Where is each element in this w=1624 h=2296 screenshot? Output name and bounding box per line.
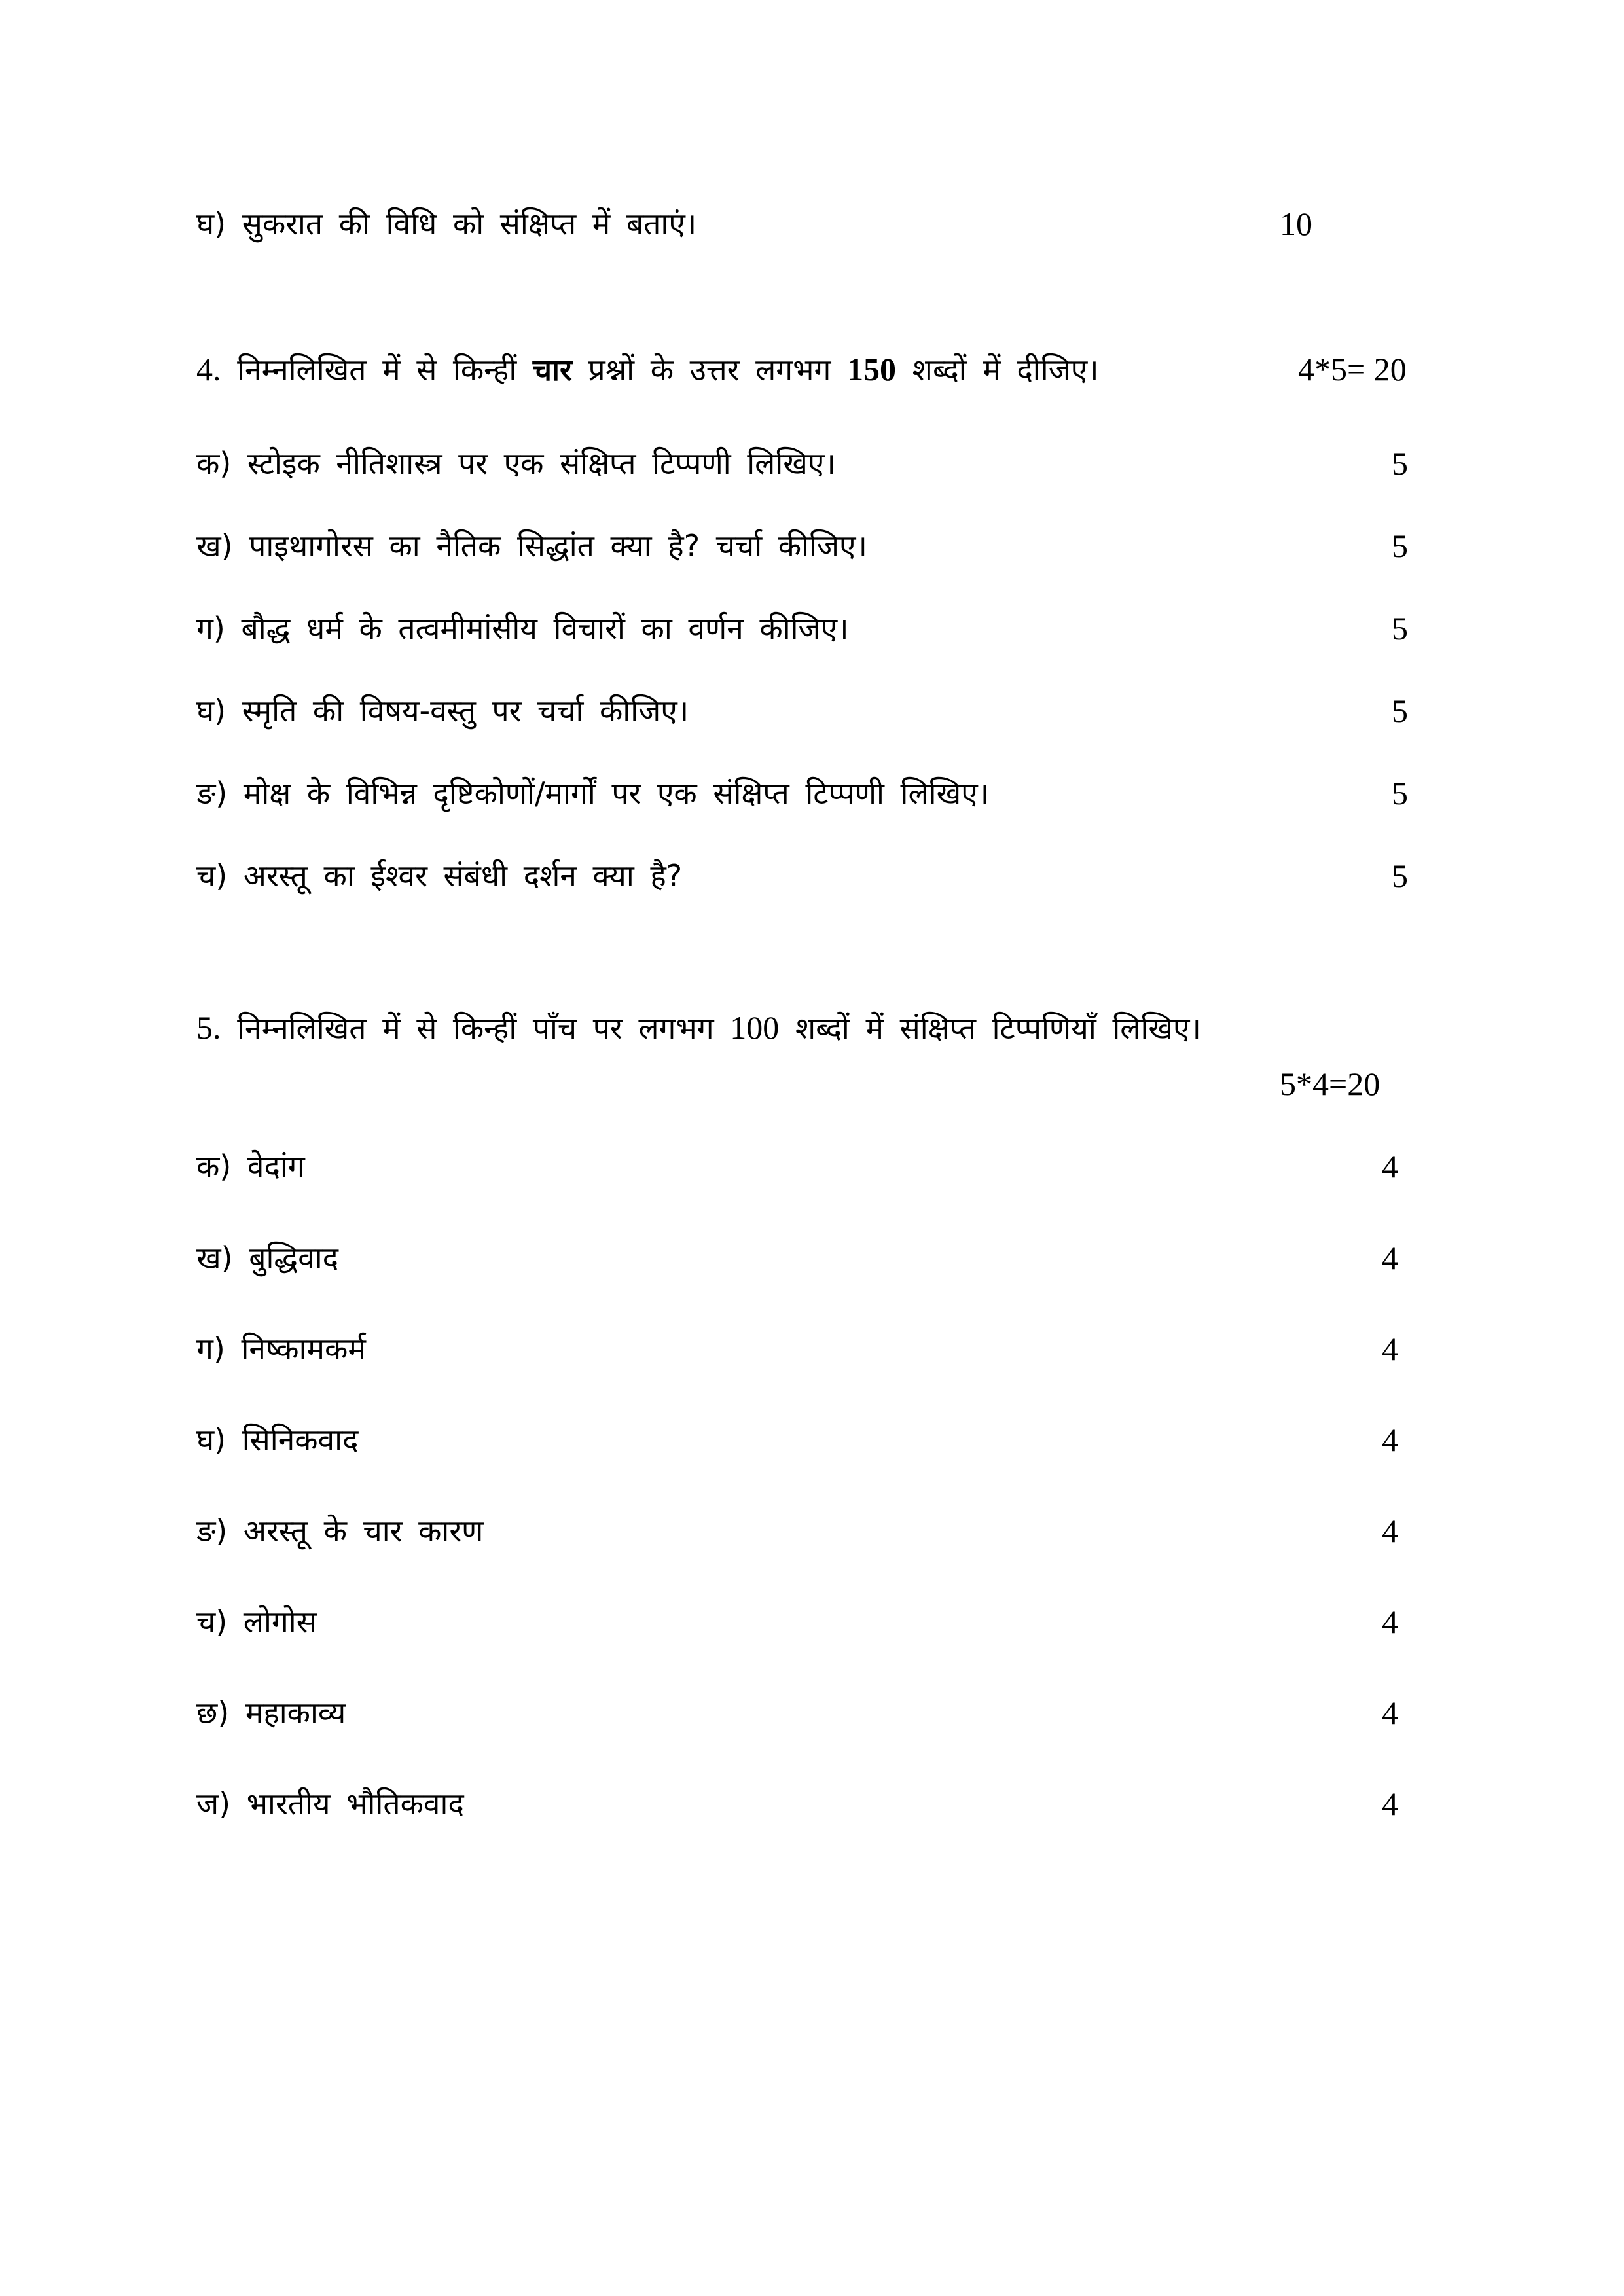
item-label: ग) bbox=[196, 1331, 225, 1367]
instruction-text: शब्दों में दीजिए। bbox=[912, 352, 1099, 387]
item-marks: 4 bbox=[1382, 1331, 1398, 1367]
item-label: घ) bbox=[196, 1422, 226, 1458]
question-4-item bbox=[196, 691, 689, 730]
instruction-text: शब्दों में संक्षिप्त टिप्पणियाँ लिखिए। bbox=[795, 1011, 1201, 1046]
question-5-item bbox=[196, 1693, 346, 1732]
item-marks: 4 bbox=[1382, 1240, 1398, 1276]
question-5-item bbox=[196, 1147, 305, 1186]
item-text: पाइथागोरस का नैतिक सिद्धांत क्या है? चर्चा कीजिए। bbox=[249, 528, 867, 564]
question-4-instruction bbox=[196, 350, 1099, 389]
item-text: बुद्धिवाद bbox=[249, 1240, 339, 1276]
question-5-item bbox=[196, 1784, 464, 1823]
item-marks: 5 bbox=[1392, 445, 1408, 482]
instruction-text: प्रश्नों के उत्तर लगभग bbox=[588, 352, 831, 387]
item-text: वेदांग bbox=[247, 1149, 305, 1184]
question-4-item bbox=[196, 526, 867, 565]
item-marks: 4 bbox=[1382, 1785, 1398, 1822]
item-label: च) bbox=[196, 1604, 228, 1640]
item-text: निष्कामकर्म bbox=[241, 1331, 366, 1367]
item-label: घ) bbox=[196, 693, 226, 728]
item-label: घ) bbox=[196, 206, 226, 242]
item-label: ख) bbox=[196, 1240, 233, 1276]
item-marks: 5 bbox=[1392, 857, 1408, 894]
item-text: महाकाव्य bbox=[245, 1695, 346, 1731]
question-3-item-gha bbox=[196, 204, 696, 243]
item-marks: 4 bbox=[1382, 1695, 1398, 1731]
item-label: ग) bbox=[196, 611, 225, 646]
item-marks: 5 bbox=[1392, 528, 1408, 564]
item-label: च) bbox=[196, 858, 228, 893]
item-marks: 5 bbox=[1392, 610, 1408, 647]
item-text: भारतीय भौतिकवाद bbox=[246, 1786, 464, 1821]
question-5-item bbox=[196, 1602, 317, 1641]
item-marks: 4 bbox=[1382, 1513, 1398, 1549]
item-text: स्टोइक नीतिशास्त्र पर एक संक्षिप्त टिप्पणी लिखिए। bbox=[247, 446, 836, 481]
question-5-item bbox=[196, 1511, 483, 1551]
question-5-item bbox=[196, 1238, 338, 1278]
question-4-total-marks: 4*5= 20 bbox=[1298, 351, 1407, 387]
item-label: ङ) bbox=[196, 1513, 228, 1549]
item-label: ख) bbox=[196, 528, 233, 564]
item-marks: 4 bbox=[1382, 1422, 1398, 1458]
item-text: सिनिकवाद bbox=[242, 1422, 359, 1458]
item-label: छ) bbox=[196, 1695, 230, 1731]
question-5-item bbox=[196, 1329, 366, 1369]
question-5-total-marks: 5*4=20 bbox=[1280, 1066, 1380, 1102]
word-count: 150 bbox=[847, 351, 897, 387]
item-text: लोगोस bbox=[243, 1604, 317, 1640]
question-4-item bbox=[196, 856, 682, 895]
question-4-item bbox=[196, 609, 849, 648]
item-label: क) bbox=[196, 1149, 232, 1184]
item-marks: 5 bbox=[1392, 692, 1408, 729]
question-5-instruction bbox=[196, 1008, 1201, 1048]
item-marks: 4 bbox=[1382, 1604, 1398, 1640]
item-label: ङ) bbox=[196, 776, 228, 811]
instruction-emphasis: चार bbox=[532, 352, 572, 387]
question-number: 5. bbox=[196, 1009, 221, 1046]
item-marks: 10 bbox=[1280, 206, 1312, 242]
item-text: मोक्ष के विभिन्न दृष्टिकोणों/मार्गों पर एक संक्षिप्त टिप्पणी लिखिए। bbox=[243, 776, 990, 811]
question-4-item bbox=[196, 444, 836, 483]
instruction-text: निम्नलिखित में से किन्हीं bbox=[237, 352, 517, 387]
item-text: सुकरात की विधि को संक्षिप्त में बताएं। bbox=[242, 206, 697, 242]
item-text: स्मृति की विषय-वस्तु पर चर्चा कीजिए। bbox=[242, 693, 689, 728]
item-text: बौद्ध धर्म के तत्वमीमांसीय विचारों का वर्णन कीजिए। bbox=[241, 611, 849, 646]
item-marks: 5 bbox=[1392, 775, 1408, 812]
item-text: अरस्तू के चार कारण bbox=[243, 1513, 484, 1549]
item-text: अरस्तू का ईश्वर संबंधी दर्शन क्या है? bbox=[243, 858, 683, 893]
item-marks: 4 bbox=[1382, 1148, 1398, 1185]
question-number: 4. bbox=[196, 351, 221, 387]
item-label: क) bbox=[196, 446, 232, 481]
instruction-text: निम्नलिखित में से किन्हीं पाँच पर लगभग bbox=[237, 1011, 714, 1046]
word-count: 100 bbox=[730, 1009, 780, 1046]
question-4-item bbox=[196, 774, 989, 813]
question-5-item bbox=[196, 1420, 358, 1460]
item-label: ज) bbox=[196, 1786, 231, 1821]
